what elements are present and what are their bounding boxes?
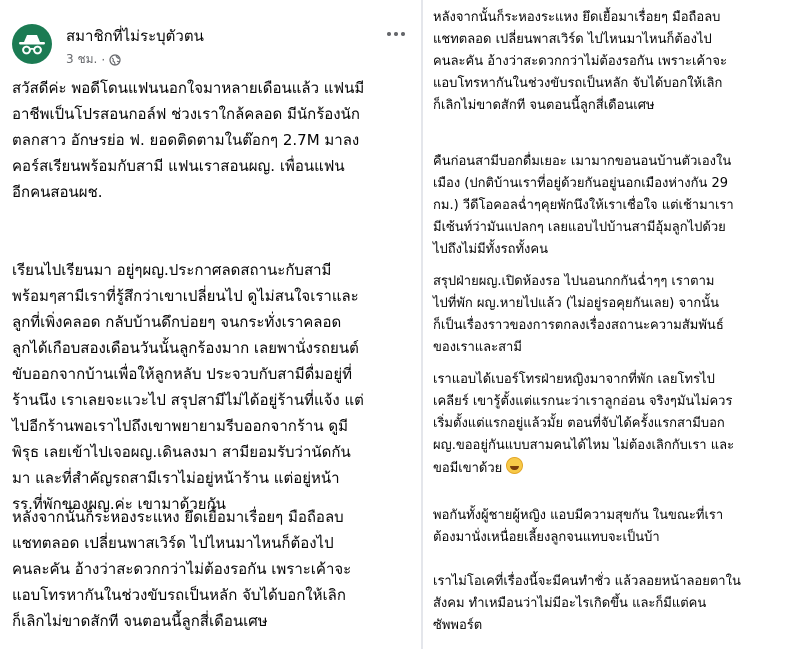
post-paragraph-continued-2: คืนก่อนสามีบอกดื่มเยอะ เมามากขอนอนบ้านตัวเองใน เมือง (ปกติบ้านเราที่อยู่ด้วยกันอยู่นอกเมืองห่างกัน 29 กม.) วีดีโอคอลฉ่ำๆคุยพักนึงให้เราเชื่อใจ แต่เช้ามาเรา มีเซ้นท์ว่ามันแปลกๆ เลยแอบไปบ้านสามีอุ้มลูกไปด้วย ไปถึงไม่มีทั้งรถทั้งคน	[433, 154, 734, 257]
more-dots-icon	[386, 31, 406, 37]
post-time[interactable]: 3 ชม.	[66, 52, 98, 66]
post-paragraph-continued-5: พอกันทั้งผู้ชายผู้หญิง แอบมีความสุขกัน ในขณะที่เรา ต้องมานั่งเหนื่อยเลี้ยงลูกจนแทบจะเป็นบ้า	[433, 508, 724, 545]
post-paragraph-3: หลังจากนั้นก็ระหองระแหง ยึดเยื้อมาเรื่อยๆ มือถือลบ แชทตลอด เปลี่ยนพาสเวิร์ด ไปไหนมาไหนก็ต้องไป คนละคัน อ้างว่าสะดวกกว่าไม่ต้องรอกัน เพราะเค้าจะ แอบโทรหากันในช่วงขับรถเป็นหลัก จับได้บอกให้เลิก ก็เลิกไม่ขาดสักที จนตอนนี้ลูกสี่เดือนเศษ	[12, 508, 352, 630]
laughing-emoji-icon	[506, 457, 523, 474]
anonymous-avatar[interactable]	[12, 24, 52, 64]
post-paragraph-continued-6: เราไม่โอเคที่เรื่องนี้จะมีคนทำชั่ว แล้วลอยหน้าลอยตาใน สังคม ทำเหมือนว่าไม่มีอะไรเกิดขึ้น และก็มีแต่คน ซัพพอร์ต	[433, 574, 741, 633]
post-paragraph-continued-4	[433, 369, 785, 480]
paragraph-4-text: เราแอบได้เบอร์โทรฝ่ายหญิงมาจากที่พัก เลยโทรไป เคลียร์ เขารู้ตั้งแต่แรกนะว่าเราลูกอ่อน จริงๆมันไม่ควร เริ่มตั้งแต่แรกอยู่แล้วมั้ย ตอนที่จับได้ครั้งแรกสามีบอก ผญ.ขออยู่กันแบบสามคนได้ไหม ไม่ต้องเลิกกับเรา และ ขอมีเขาด้วย	[433, 372, 735, 476]
post-meta	[66, 50, 121, 69]
more-options-button[interactable]	[382, 24, 410, 44]
incognito-icon	[17, 33, 47, 55]
post-paragraph-1: สวัสดีค่ะ พอดีโดนแฟนนอกใจมาหลายเดือนแล้ว แฟนมี อาชีพเป็นโปรสอนกอล์ฟ ช่วงเราใกล้คลอด มีนักร้องนัก ตลกสาว อักษรย่อ ฟ. ยอดติดตามในต๊อกๆ 2.7M มาลง คอร์สเรียนพร้อมกับสามี แฟนเราสอนผญ. เพื่อนแฟน อีกคนสอนผช.	[12, 79, 365, 201]
post-paragraph-continued-3: สรุปฝ่ายผญ.เปิดห้องรอ ไปนอนกกกันฉ่ำๆๆ เราตาม ไปที่พัก ผญ.หายไปแล้ว (ไม่อยู่รอคุยกันเลย) จากนั้น ก็เป็นเรื่องราวของการตกลงเรื่องสถานะความสัมพันธ์ ของเราและสามี	[433, 274, 724, 355]
post-header	[12, 22, 412, 72]
meta-separator: ·	[101, 52, 106, 67]
author-name[interactable]: สมาชิกที่ไม่ระบุตัวตน	[66, 27, 204, 45]
right-post-panel	[423, 0, 790, 649]
globe-icon[interactable]	[109, 54, 121, 66]
post-paragraph-continued-1: หลังจากนั้นก็ระหองระแหง ยึดเยื้อมาเรื่อยๆ มือถือลบ แชทตลอด เปลี่ยนพาสเวิร์ด ไปไหนมาไหนก็ต้องไป คนละคัน อ้างว่าสะดวกกว่าไม่ต้องรอกัน เพราะเค้าจะ แอบโทรหากันในช่วงขับรถเป็นหลัก จับได้บอกให้เลิก ก็เลิกไม่ขาดสักที จนตอนนี้ลูกสี่เดือนเศษ	[433, 10, 728, 113]
post-paragraph-2: เรียนไปเรียนมา อยู่ๆผญ.ประกาศลดสถานะกับสามี พร้อมๆสามีเราที่รู้สึกว่าเขาเปลี่ยนไป ดูไม่สนใจเราและ ลูกที่เพิ่งคลอด กลับบ้านดึกบ่อยๆ จนกระทั่งเราคลอด ลูกได้เกือบสองเดือนวันนั้นลูกร้องมาก เลยพานั่งรถยนต์ ขับออกจากบ้านเพื่อให้ลูกหลับ ประจวบกับสามีดื่มอยู่ที่ ร้านนึง เราเลยจะแวะไป สรุปสามีไม่ได้อยู่ร้านที่แจ้ง แต่ ไปอีกร้านพอเราไปถึงเขาพยายามรีบออกจากร้าน ดูมี พิรุธ เลยเข้าไปเจอผญ.เดินลงมา สามียอมรับว่านัดกัน มา และที่สำคัญรถสามีเราไม่อยู่หน้าร้าน แต่อยู่หน้า รร.ที่พักของผญ.ค่ะ เขามาด้วยกัน	[12, 261, 364, 513]
